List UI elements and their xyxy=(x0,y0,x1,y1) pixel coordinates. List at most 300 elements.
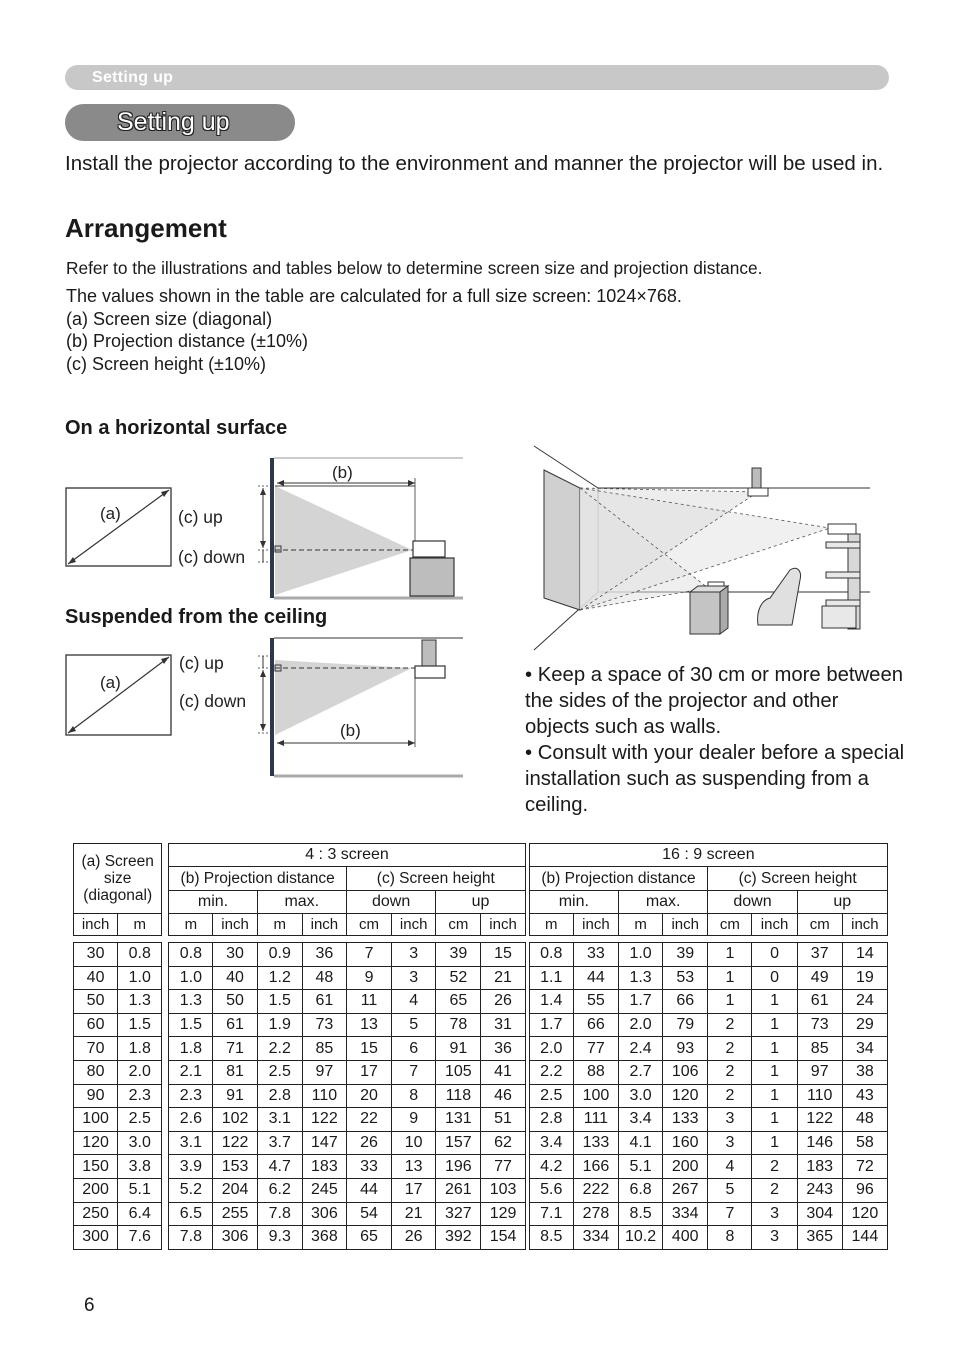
table-cell: 2.5 xyxy=(257,1060,302,1084)
table-cell: 3.1 xyxy=(169,1131,213,1155)
table-cell: 55 xyxy=(573,990,618,1014)
ceiling-projector xyxy=(748,488,768,496)
table-cell: 2.3 xyxy=(118,1084,162,1108)
gap-cell xyxy=(162,1178,169,1202)
table-cell: 61 xyxy=(302,990,346,1014)
table-cell: 85 xyxy=(797,1037,842,1061)
min-header-43: min. xyxy=(169,891,257,914)
table-cell: 147 xyxy=(302,1131,346,1155)
table-cell: 0 xyxy=(752,943,797,967)
table-cell: 204 xyxy=(213,1178,257,1202)
table-cell: 7.8 xyxy=(257,1202,302,1226)
wall-screen xyxy=(544,470,580,610)
table-cell: 66 xyxy=(573,1013,618,1037)
table-cell: 368 xyxy=(302,1226,346,1250)
table-cell: 5.2 xyxy=(169,1178,213,1202)
table-cell: 1 xyxy=(708,943,752,967)
table-cell: 2.0 xyxy=(619,1013,663,1037)
proj-dist-header-43: (b) Projection distance xyxy=(169,867,347,891)
table-cell: 61 xyxy=(213,1013,257,1037)
gap-cell xyxy=(162,1084,169,1108)
unit-row xyxy=(74,914,888,936)
legend-b: (b) Projection distance (±10%) xyxy=(66,331,308,351)
table-cell: 300 xyxy=(74,1226,118,1250)
table-cell: 40 xyxy=(74,966,118,990)
gap-cell xyxy=(162,914,169,936)
table-cell: 106 xyxy=(663,1060,708,1084)
table-cell: 30 xyxy=(74,943,118,967)
table-cell: 2.8 xyxy=(257,1084,302,1108)
unit-cell: inch xyxy=(573,914,618,936)
table-cell: 3.0 xyxy=(619,1084,663,1108)
unit-cell: cm xyxy=(436,914,481,936)
table-row xyxy=(74,990,888,1014)
table-cell: 1.8 xyxy=(169,1037,213,1061)
table-cell: 1.0 xyxy=(169,966,213,990)
table-cell: 11 xyxy=(346,990,391,1014)
room-illustration xyxy=(530,440,875,655)
table-cell: 327 xyxy=(436,1202,481,1226)
table-cell: 2 xyxy=(752,1155,797,1179)
label-a: (a) xyxy=(100,673,121,692)
table-cell: 120 xyxy=(842,1202,887,1226)
table-cell: 41 xyxy=(481,1060,525,1084)
table-cell: 3.0 xyxy=(118,1131,162,1155)
table-row xyxy=(74,1060,888,1084)
gap-cell xyxy=(162,1155,169,1179)
table-cell: 58 xyxy=(842,1131,887,1155)
screen-height-header-43: (c) Screen height xyxy=(346,867,525,891)
table-cell: 243 xyxy=(797,1178,842,1202)
label-c-up: (c) up xyxy=(179,653,224,673)
running-header-bar xyxy=(65,65,889,90)
table-cell: 111 xyxy=(573,1108,618,1132)
table-row xyxy=(74,1037,888,1061)
table-cell: 1 xyxy=(752,1084,797,1108)
table-cell: 306 xyxy=(302,1202,346,1226)
table-cell: 33 xyxy=(346,1155,391,1179)
table-row xyxy=(74,1084,888,1108)
table-cell: 52 xyxy=(436,966,481,990)
table-cell: 70 xyxy=(74,1037,118,1061)
table-cell: 129 xyxy=(481,1202,525,1226)
group-16-9-header: 16 : 9 screen xyxy=(529,844,887,867)
table-cell: 81 xyxy=(213,1060,257,1084)
table-cell: 1 xyxy=(752,1013,797,1037)
chair xyxy=(758,568,801,625)
table-cell: 3 xyxy=(708,1131,752,1155)
table-row xyxy=(74,1131,888,1155)
table-cell: 90 xyxy=(74,1084,118,1108)
table-cell: 48 xyxy=(302,966,346,990)
table-cell: 96 xyxy=(842,1178,887,1202)
table-cell: 8.5 xyxy=(529,1226,573,1250)
horizontal-heading: On a horizontal surface xyxy=(65,417,288,439)
unit-cell: m xyxy=(118,914,162,936)
unit-cell: m xyxy=(257,914,302,936)
table-cell: 36 xyxy=(481,1037,525,1061)
table-cell: 120 xyxy=(74,1131,118,1155)
table-cell: 5.1 xyxy=(118,1178,162,1202)
max-header-169: max. xyxy=(619,891,708,914)
table-cell: 15 xyxy=(346,1037,391,1061)
table-cell: 150 xyxy=(74,1155,118,1179)
table-cell: 3 xyxy=(752,1226,797,1250)
projection-beam xyxy=(275,486,412,595)
gap-cell xyxy=(162,1013,169,1037)
table-cell: 1 xyxy=(752,1037,797,1061)
table-cell: 5.6 xyxy=(529,1178,573,1202)
unit-cell: inch xyxy=(842,914,887,936)
table-cell: 105 xyxy=(436,1060,481,1084)
table-cell: 6 xyxy=(392,1037,436,1061)
table-cell: 304 xyxy=(797,1202,842,1226)
legend-a: (a) Screen size (diagonal) xyxy=(66,308,273,329)
table-row xyxy=(74,966,888,990)
table-cell: 122 xyxy=(797,1108,842,1132)
table-cell: 1.8 xyxy=(118,1037,162,1061)
table-cell: 200 xyxy=(74,1178,118,1202)
table-cell: 22 xyxy=(346,1108,391,1132)
table-cell: 122 xyxy=(213,1131,257,1155)
table-cell: 73 xyxy=(797,1013,842,1037)
table-cell: 31 xyxy=(481,1013,525,1037)
table-cell: 93 xyxy=(663,1037,708,1061)
table-cell: 38 xyxy=(842,1060,887,1084)
table-cell: 4.7 xyxy=(257,1155,302,1179)
gap-cell xyxy=(162,1060,169,1084)
table-cell: 1.0 xyxy=(619,943,663,967)
table-cell: 1 xyxy=(752,1108,797,1132)
table-cell: 5 xyxy=(708,1178,752,1202)
table-cell: 166 xyxy=(573,1155,618,1179)
table-box xyxy=(690,592,720,634)
values-block xyxy=(66,285,682,375)
table-cell: 4.1 xyxy=(619,1131,663,1155)
table-row xyxy=(74,943,888,967)
label-c-down: (c) down xyxy=(178,547,246,567)
table-cell: 3.7 xyxy=(257,1131,302,1155)
table-cell: 1 xyxy=(752,990,797,1014)
gap-cell xyxy=(162,1131,169,1155)
table-row xyxy=(74,1226,888,1250)
table-cell: 78 xyxy=(436,1013,481,1037)
table-cell: 1 xyxy=(752,1060,797,1084)
table-cell: 250 xyxy=(74,1202,118,1226)
table-cell: 6.4 xyxy=(118,1202,162,1226)
table-cell: 65 xyxy=(436,990,481,1014)
group-4-3-header: 4 : 3 screen xyxy=(169,844,525,867)
table-cell: 33 xyxy=(573,943,618,967)
screen-wall xyxy=(270,638,274,776)
shelf-projector xyxy=(828,524,856,534)
table-cell: 1.3 xyxy=(169,990,213,1014)
table-cell: 103 xyxy=(481,1178,525,1202)
table-cell: 13 xyxy=(346,1013,391,1037)
table-cell: 0.8 xyxy=(529,943,573,967)
table-cell: 9 xyxy=(346,966,391,990)
table-cell: 88 xyxy=(573,1060,618,1084)
table-cell: 44 xyxy=(346,1178,391,1202)
table-row xyxy=(74,1013,888,1037)
table-cell: 2.5 xyxy=(529,1084,573,1108)
up-header-43: up xyxy=(436,891,525,914)
table-row xyxy=(74,1178,888,1202)
table-cell: 400 xyxy=(663,1226,708,1250)
table-cell: 2.4 xyxy=(619,1037,663,1061)
table-cell: 46 xyxy=(481,1084,525,1108)
table-cell: 62 xyxy=(481,1131,525,1155)
table-cell: 120 xyxy=(663,1084,708,1108)
table-cell: 7.1 xyxy=(529,1202,573,1226)
table-cell: 3 xyxy=(392,943,436,967)
table-row xyxy=(74,1108,888,1132)
table-cell: 1.2 xyxy=(257,966,302,990)
table-cell: 91 xyxy=(436,1037,481,1061)
table-cell: 66 xyxy=(663,990,708,1014)
table-cell: 2 xyxy=(708,1060,752,1084)
table-cell: 50 xyxy=(213,990,257,1014)
table-cell: 10 xyxy=(392,1131,436,1155)
table-cell: 2.5 xyxy=(118,1108,162,1132)
screen-size-header: (a) Screen size (diagonal) xyxy=(74,844,162,914)
unit-cell: inch xyxy=(392,914,436,936)
unit-cell: inch xyxy=(752,914,797,936)
table-cell: 54 xyxy=(346,1202,391,1226)
table-cell: 21 xyxy=(392,1202,436,1226)
table-cell: 392 xyxy=(436,1226,481,1250)
table-cell: 29 xyxy=(842,1013,887,1037)
table-cell: 21 xyxy=(481,966,525,990)
projector-icon xyxy=(413,541,445,557)
table-cell: 3.4 xyxy=(619,1108,663,1132)
table-cell: 9.3 xyxy=(257,1226,302,1250)
table-cell: 1.7 xyxy=(529,1013,573,1037)
table-body xyxy=(74,943,888,1250)
table-cell: 1.3 xyxy=(118,990,162,1014)
table-cell: 1 xyxy=(708,966,752,990)
table-cell: 154 xyxy=(481,1226,525,1250)
table-cell: 97 xyxy=(797,1060,842,1084)
page-number: 6 xyxy=(84,1295,95,1316)
table-cell: 261 xyxy=(436,1178,481,1202)
ceiling-heading: Suspended from the ceiling xyxy=(65,606,328,628)
table-cell: 97 xyxy=(302,1060,346,1084)
table-cell: 17 xyxy=(392,1178,436,1202)
gap-cell xyxy=(162,990,169,1014)
table-cell: 26 xyxy=(392,1226,436,1250)
table-cell: 3.4 xyxy=(529,1131,573,1155)
table-cell: 7 xyxy=(346,943,391,967)
table-cell: 10.2 xyxy=(619,1226,663,1250)
note-spacing: • Keep a space of 30 cm or more between the sides of the projector and other objects such as walls. xyxy=(525,664,904,738)
gap-cell xyxy=(162,966,169,990)
table-cell: 1.5 xyxy=(257,990,302,1014)
table-cell: 2.0 xyxy=(529,1037,573,1061)
unit-cell: inch xyxy=(213,914,257,936)
table-cell: 7.6 xyxy=(118,1226,162,1250)
table-cell: 0 xyxy=(752,966,797,990)
intro-paragraph: Install the projector according to the environment and manner the projector will be used in. xyxy=(65,152,884,175)
table-cell: 6.8 xyxy=(619,1178,663,1202)
table-cell: 8 xyxy=(708,1226,752,1250)
table-cell: 110 xyxy=(797,1084,842,1108)
table-cell: 1.9 xyxy=(257,1013,302,1037)
table-cell: 15 xyxy=(481,943,525,967)
table-cell: 53 xyxy=(663,966,708,990)
table-cell: 1 xyxy=(752,1131,797,1155)
unit-cell: inch xyxy=(302,914,346,936)
table-cell: 50 xyxy=(74,990,118,1014)
table-cell: 100 xyxy=(573,1084,618,1108)
table-cell: 7 xyxy=(708,1202,752,1226)
unit-cell: inch xyxy=(663,914,708,936)
max-header-43: max. xyxy=(257,891,346,914)
projection-table xyxy=(73,843,888,1250)
horizontal-diagram xyxy=(60,450,470,605)
notes-block xyxy=(525,662,905,818)
table-cell: 100 xyxy=(74,1108,118,1132)
proj-dist-header-169: (b) Projection distance xyxy=(529,867,708,891)
table-cell: 2.0 xyxy=(118,1060,162,1084)
table-cell: 85 xyxy=(302,1037,346,1061)
table-cell: 65 xyxy=(346,1226,391,1250)
gap-cell xyxy=(162,1037,169,1061)
table-cell: 144 xyxy=(842,1226,887,1250)
table-cell: 34 xyxy=(842,1037,887,1061)
table-cell: 3.9 xyxy=(169,1155,213,1179)
table-cell: 118 xyxy=(436,1084,481,1108)
table-cell: 267 xyxy=(663,1178,708,1202)
table-cell: 48 xyxy=(842,1108,887,1132)
table-cell: 160 xyxy=(663,1131,708,1155)
down-header-43: down xyxy=(346,891,435,914)
table-cell: 1.1 xyxy=(529,966,573,990)
table-cell: 153 xyxy=(213,1155,257,1179)
table-cell: 1 xyxy=(708,990,752,1014)
table-cell: 0.8 xyxy=(169,943,213,967)
table-cell: 43 xyxy=(842,1084,887,1108)
table-cell: 278 xyxy=(573,1202,618,1226)
table-cell: 146 xyxy=(797,1131,842,1155)
table-cell: 91 xyxy=(213,1084,257,1108)
table-cell: 334 xyxy=(663,1202,708,1226)
table-cell: 60 xyxy=(74,1013,118,1037)
table-cell: 2 xyxy=(708,1013,752,1037)
unit-cell: m xyxy=(619,914,663,936)
unit-cell: inch xyxy=(74,914,118,936)
table-cell: 40 xyxy=(213,966,257,990)
gap-cell xyxy=(162,1202,169,1226)
table-cell: 13 xyxy=(392,1155,436,1179)
table-cell: 3 xyxy=(392,966,436,990)
table-cell: 1.3 xyxy=(619,966,663,990)
projector-icon xyxy=(415,666,445,678)
table-cell: 110 xyxy=(302,1084,346,1108)
table-cell: 1.5 xyxy=(169,1013,213,1037)
table-cell: 245 xyxy=(302,1178,346,1202)
down-header-169: down xyxy=(708,891,797,914)
table-cell: 2.2 xyxy=(257,1037,302,1061)
table-cell: 183 xyxy=(797,1155,842,1179)
table-cell: 3.8 xyxy=(118,1155,162,1179)
table-cell: 2.1 xyxy=(169,1060,213,1084)
table-cell: 6.2 xyxy=(257,1178,302,1202)
table-cell: 77 xyxy=(481,1155,525,1179)
gap-cell xyxy=(162,1108,169,1132)
arrangement-heading: Arrangement xyxy=(65,213,227,243)
table-row xyxy=(74,1155,888,1179)
table-cell: 39 xyxy=(436,943,481,967)
refer-text: Refer to the illustrations and tables below to determine screen size and projection distance. xyxy=(66,258,763,278)
table-cell: 255 xyxy=(213,1202,257,1226)
table-cell: 183 xyxy=(302,1155,346,1179)
table-row xyxy=(74,1202,888,1226)
table-cell: 2.6 xyxy=(169,1108,213,1132)
table-cell: 44 xyxy=(573,966,618,990)
up-header-169: up xyxy=(797,891,887,914)
legend-c: (c) Screen height (±10%) xyxy=(66,353,266,374)
unit-cell: cm xyxy=(797,914,842,936)
table-cell: 7.8 xyxy=(169,1226,213,1250)
table-cell: 2 xyxy=(708,1084,752,1108)
screen-height-header-169: (c) Screen height xyxy=(708,867,888,891)
table-cell: 2.2 xyxy=(529,1060,573,1084)
min-header-169: min. xyxy=(529,891,618,914)
table-cell: 79 xyxy=(663,1013,708,1037)
table-cell: 30 xyxy=(213,943,257,967)
gap-cell xyxy=(162,943,169,967)
label-c-down: (c) down xyxy=(179,691,247,711)
table-cell: 0.9 xyxy=(257,943,302,967)
table-cell: 9 xyxy=(392,1108,436,1132)
unit-cell: cm xyxy=(708,914,752,936)
table-cell: 365 xyxy=(797,1226,842,1250)
table-cell: 36 xyxy=(302,943,346,967)
table-cell: 77 xyxy=(573,1037,618,1061)
table-cell: 2.7 xyxy=(619,1060,663,1084)
table-cell: 122 xyxy=(302,1108,346,1132)
running-header-title: Setting up xyxy=(92,69,174,86)
table-cell: 102 xyxy=(213,1108,257,1132)
table-cell: 306 xyxy=(213,1226,257,1250)
table-cell: 334 xyxy=(573,1226,618,1250)
table-cell: 49 xyxy=(797,966,842,990)
table-cell: 157 xyxy=(436,1131,481,1155)
table-cell: 4 xyxy=(708,1155,752,1179)
table-cell: 3.1 xyxy=(257,1108,302,1132)
table-cell: 61 xyxy=(797,990,842,1014)
table-cell: 222 xyxy=(573,1178,618,1202)
table-cell: 24 xyxy=(842,990,887,1014)
label-a: (a) xyxy=(100,504,121,523)
table-cell: 7 xyxy=(392,1060,436,1084)
table-cell: 2 xyxy=(708,1037,752,1061)
table-cell: 6.5 xyxy=(169,1202,213,1226)
table-cell: 131 xyxy=(436,1108,481,1132)
table-cell: 26 xyxy=(346,1131,391,1155)
table-cell: 200 xyxy=(663,1155,708,1179)
table-cell: 3 xyxy=(708,1108,752,1132)
table-cell: 14 xyxy=(842,943,887,967)
table-cell: 4 xyxy=(392,990,436,1014)
table-cell: 2 xyxy=(752,1178,797,1202)
ceiling-diagram xyxy=(60,632,470,782)
values-text: The values shown in the table are calculated for a full size screen: 1024×768. xyxy=(66,286,682,306)
table-cell: 0.8 xyxy=(118,943,162,967)
table-cell: 8.5 xyxy=(619,1202,663,1226)
table-cell: 17 xyxy=(346,1060,391,1084)
